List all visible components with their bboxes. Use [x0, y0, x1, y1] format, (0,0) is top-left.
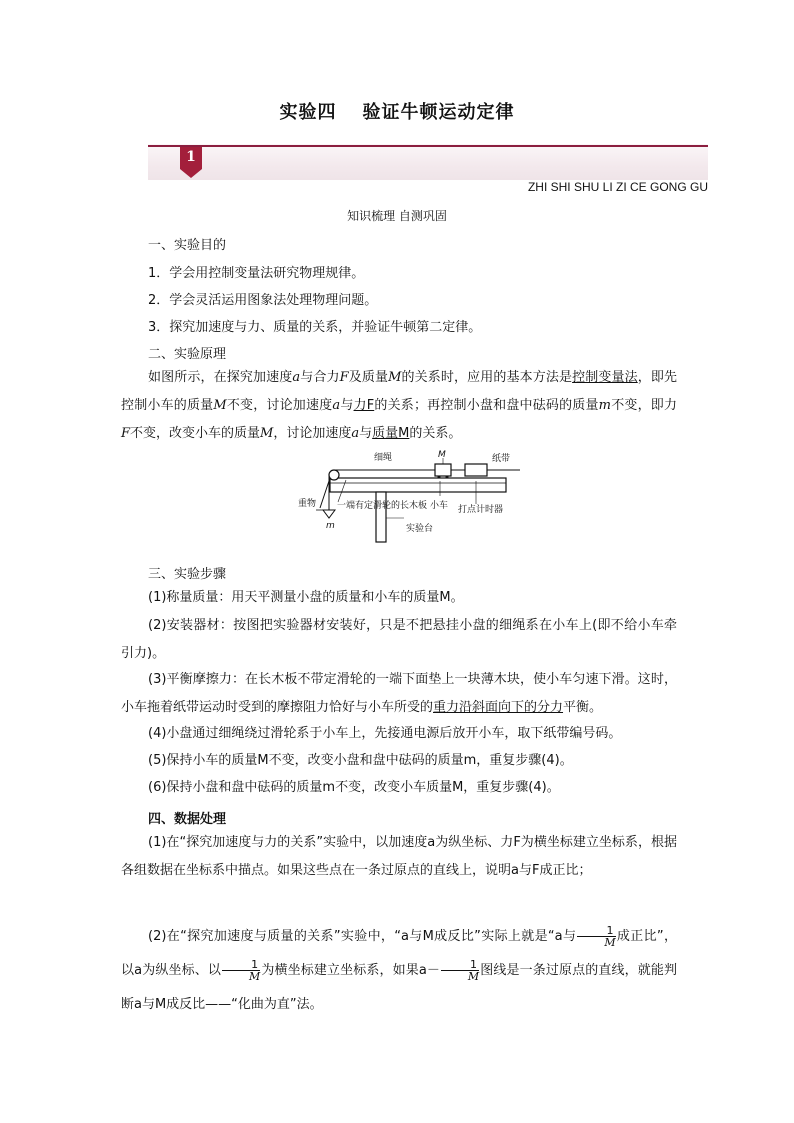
- objective-item-1: 1．学会用控制变量法研究物理规律。: [148, 266, 365, 281]
- cart: [435, 464, 451, 476]
- label-timer: 打点计时器: [458, 505, 504, 515]
- section-header-line: [148, 145, 708, 147]
- label-board: 一端有定滑轮的长木板: [337, 501, 428, 511]
- label-cart: 小车: [430, 501, 449, 511]
- pulley: [329, 470, 339, 480]
- data-paragraph-1: (1)在“探究加速度与力的关系”实验中，以加速度a为纵坐标、力F为横坐标建立坐标系，根据各组数据在坐标系中描点。如果这些点在一条过原点的直线上，说明a与F成正比；: [121, 835, 677, 878]
- objective-item-3: 3．探究加速度与力、质量的关系，并验证牛顿第二定律。: [148, 320, 482, 335]
- table-leg: [376, 492, 386, 542]
- step-4: (4)小盘通过细绳绕过滑轮系于小车上，先接通电源后放开小车，取下纸带编号码。: [148, 726, 622, 741]
- title-part1: 实验四: [279, 102, 337, 123]
- section-number-badge: 1: [180, 147, 202, 169]
- label-table: 实验台: [406, 524, 434, 534]
- section-subtitle: 知识梳理 自测巩固: [347, 209, 447, 223]
- step-2: (2)安装器材：按图把实验器材安装好，只是不把悬挂小盘的细绳系在小车上(即不给小车牵引力)。: [121, 618, 677, 661]
- label-m: m: [326, 521, 335, 531]
- heading-principle: 二、实验原理: [148, 347, 227, 362]
- step-3: (3)平衡摩擦力：在长木板不带定滑轮的一端下面垫上一块薄木块，使小车匀速下滑。这时，小车拖着纸带运动时受到的摩擦阻力恰好与小车所受的重力沿斜面向下的分力平衡。: [121, 672, 677, 715]
- title-part2: 验证牛顿运动定律: [362, 102, 515, 123]
- fraction-1-over-M: $\frac{1}{M}$: [577, 925, 615, 948]
- hanging-weight: [323, 510, 335, 518]
- heading-objectives: 一、实验目的: [148, 238, 227, 253]
- label-M: M: [438, 450, 446, 460]
- section-header-band: [148, 144, 708, 180]
- apparatus-diagram: [290, 448, 530, 544]
- principle-paragraph: 如图所示，在探究加速度a与合力F及质量M的关系时，应用的基本方法是控制变量法，即先控制小车的质量M不变，讨论加速度a与力F的关系；再控制小盘和盘中砝码的质量m不变，即力F不变，改变小车的质量M，讨论加速度a与质量M的关系。: [121, 370, 677, 441]
- label-weight: 重物: [298, 499, 317, 509]
- heading-data: 四、数据处理: [148, 812, 227, 827]
- data-paragraph-2: (2)在“探究加速度与质量的关系”实验中，“a与M成反比”实际上就是“a与 $\frac{1}{M}$ 成正比”，以a为纵坐标、以 $\frac{1}{M}$ 为横坐标建立坐标系，如果a－ $\frac{1}{M}$ 图线是一条过原点的直线，就能判断a与M成反比——“化曲为直”法。: [121, 924, 678, 1012]
- heading-steps: 三、实验步骤: [148, 567, 227, 582]
- label-rope: 细绳: [374, 453, 393, 463]
- step-5: (5)保持小车的质量M不变，改变小盘和盘中砝码的质量m，重复步骤(4)。: [148, 753, 573, 768]
- label-tape: 纸带: [492, 454, 511, 464]
- long-board: [330, 478, 506, 492]
- fraction-1-over-M: $\frac{1}{M}$: [441, 959, 479, 982]
- pinyin-caption: ZHI SHI SHU LI ZI CE GONG GU: [527, 180, 708, 194]
- fraction-1-over-M: $\frac{1}{M}$: [222, 959, 260, 982]
- timer: [465, 464, 487, 476]
- step-1: (1)称量质量：用天平测量小盘的质量和小车的质量M。: [148, 590, 464, 605]
- step-6: (6)保持小盘和盘中砝码的质量m不变，改变小车质量M，重复步骤(4)。: [148, 780, 560, 795]
- objective-item-2: 2．学会灵活运用图象法处理物理问题。: [148, 293, 378, 308]
- page-title: [0, 98, 794, 124]
